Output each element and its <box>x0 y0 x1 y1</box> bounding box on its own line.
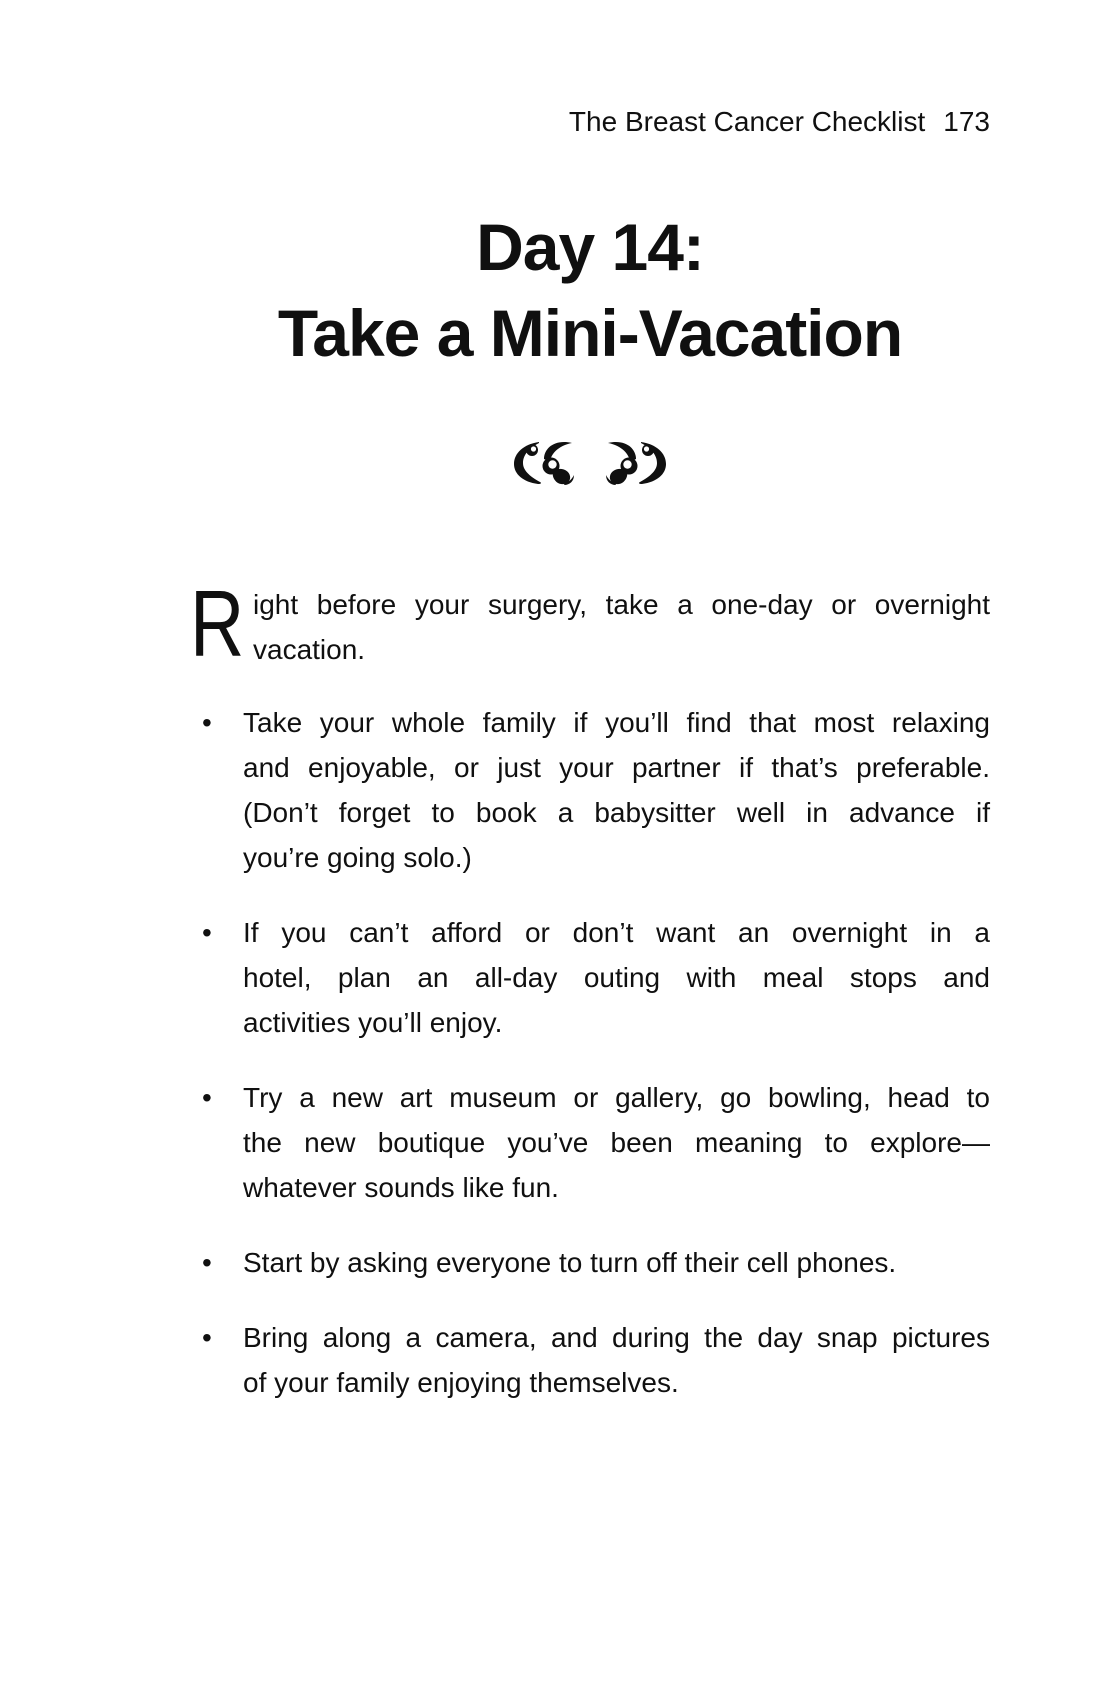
bullet-marker-icon: • <box>202 1247 212 1278</box>
chapter-title <box>190 204 990 376</box>
bullet-line: Bring along a camera, and during the day snap pictures <box>243 1322 990 1353</box>
bullet-list <box>190 700 990 1405</box>
bullet-line: Take your whole family if you’ll find that most relaxing <box>243 707 990 738</box>
bullet-line: of your family enjoying themselves. <box>243 1367 679 1398</box>
bullet-marker-icon: • <box>202 1082 212 1113</box>
bullet-marker-icon: • <box>202 917 212 948</box>
bullet-marker-icon: • <box>202 707 212 738</box>
bullet-line: the new boutique you’ve been meaning to explore— <box>243 1127 990 1158</box>
section-divider <box>190 438 990 486</box>
bullet-line: hotel, plan an all-day outing with meal stops and <box>243 962 990 993</box>
bullet-line: Start by asking everyone to turn off their cell phones. <box>243 1247 897 1278</box>
running-header-title: The Breast Cancer Checklist <box>568 106 926 137</box>
intro-line-1: ight before your surgery, take a one-day or overnight <box>253 589 990 620</box>
chapter-title-line2: Take a Mini-Vacation <box>277 296 903 370</box>
bullet-marker-icon: • <box>202 1322 212 1353</box>
bullet-item <box>190 1075 990 1210</box>
chapter-title-line1: Day 14: <box>476 210 704 284</box>
bullet-item <box>190 910 990 1045</box>
drop-cap: R <box>190 571 245 676</box>
bullet-line: (Don’t forget to book a babysitter well in advance if <box>243 797 990 828</box>
bullet-line: Try a new art museum or gallery, go bowling, head to <box>243 1082 990 1113</box>
bullet-line: and enjoyable, or just your partner if that’s preferable. <box>243 752 990 783</box>
bullet-line: If you can’t afford or don’t want an overnight in a <box>243 917 990 948</box>
page-content <box>190 0 990 1435</box>
bullet-line: you’re going solo.) <box>243 842 472 873</box>
running-header <box>190 0 990 140</box>
bullet-line: whatever sounds like fun. <box>243 1172 559 1203</box>
bullet-item <box>190 1240 990 1285</box>
intro-line-2: vacation. <box>253 634 366 665</box>
page-number: 173 <box>943 106 990 137</box>
bullet-item <box>190 1315 990 1405</box>
intro-paragraph <box>190 571 990 676</box>
bullet-item <box>190 700 990 880</box>
fleuron-scroll-right-icon <box>605 439 669 485</box>
bullet-line: activities you’ll enjoy. <box>243 1007 503 1038</box>
fleuron-scroll-left-icon <box>511 439 575 485</box>
